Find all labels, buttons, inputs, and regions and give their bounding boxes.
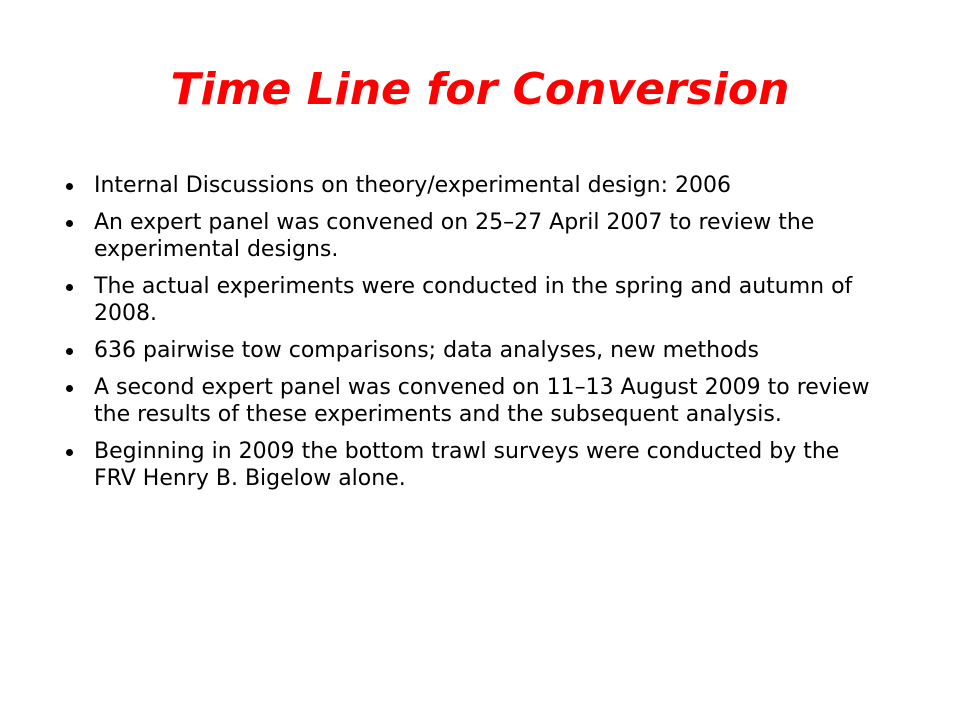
bullet-dot-icon [66, 183, 73, 190]
bullet-item [60, 438, 880, 492]
bullet-text: An expert panel was convened on 25–27 April 2007 to review the experimental designs. [94, 210, 815, 262]
bullet-text: Beginning in 2009 the bottom trawl surveys were conducted by the FRV Henry B. Bigelow alone. [94, 439, 840, 491]
bullet-dot-icon [66, 449, 73, 456]
bullet-text: A second expert panel was convened on 11–13 August 2009 to review the results of these experiments and the subsequent analysis. [94, 375, 870, 427]
slide-title: Time Line for Conversion [170, 64, 790, 115]
bullet-dot-icon [66, 385, 73, 392]
bullet-item [60, 337, 880, 364]
bullet-dot-icon [66, 284, 73, 291]
bullet-text: Internal Discussions on theory/experimental design: 2006 [94, 173, 731, 198]
bullet-item [60, 172, 880, 199]
bullet-item [60, 273, 880, 327]
bullet-text: 636 pairwise tow comparisons; data analyses, new methods [94, 338, 759, 363]
bullet-dot-icon [66, 220, 73, 227]
bullet-text: The actual experiments were conducted in the spring and autumn of 2008. [94, 274, 853, 326]
bullet-dot-icon [66, 348, 73, 355]
bullet-item [60, 209, 880, 263]
bullet-list [60, 172, 880, 502]
bullet-item [60, 374, 880, 428]
